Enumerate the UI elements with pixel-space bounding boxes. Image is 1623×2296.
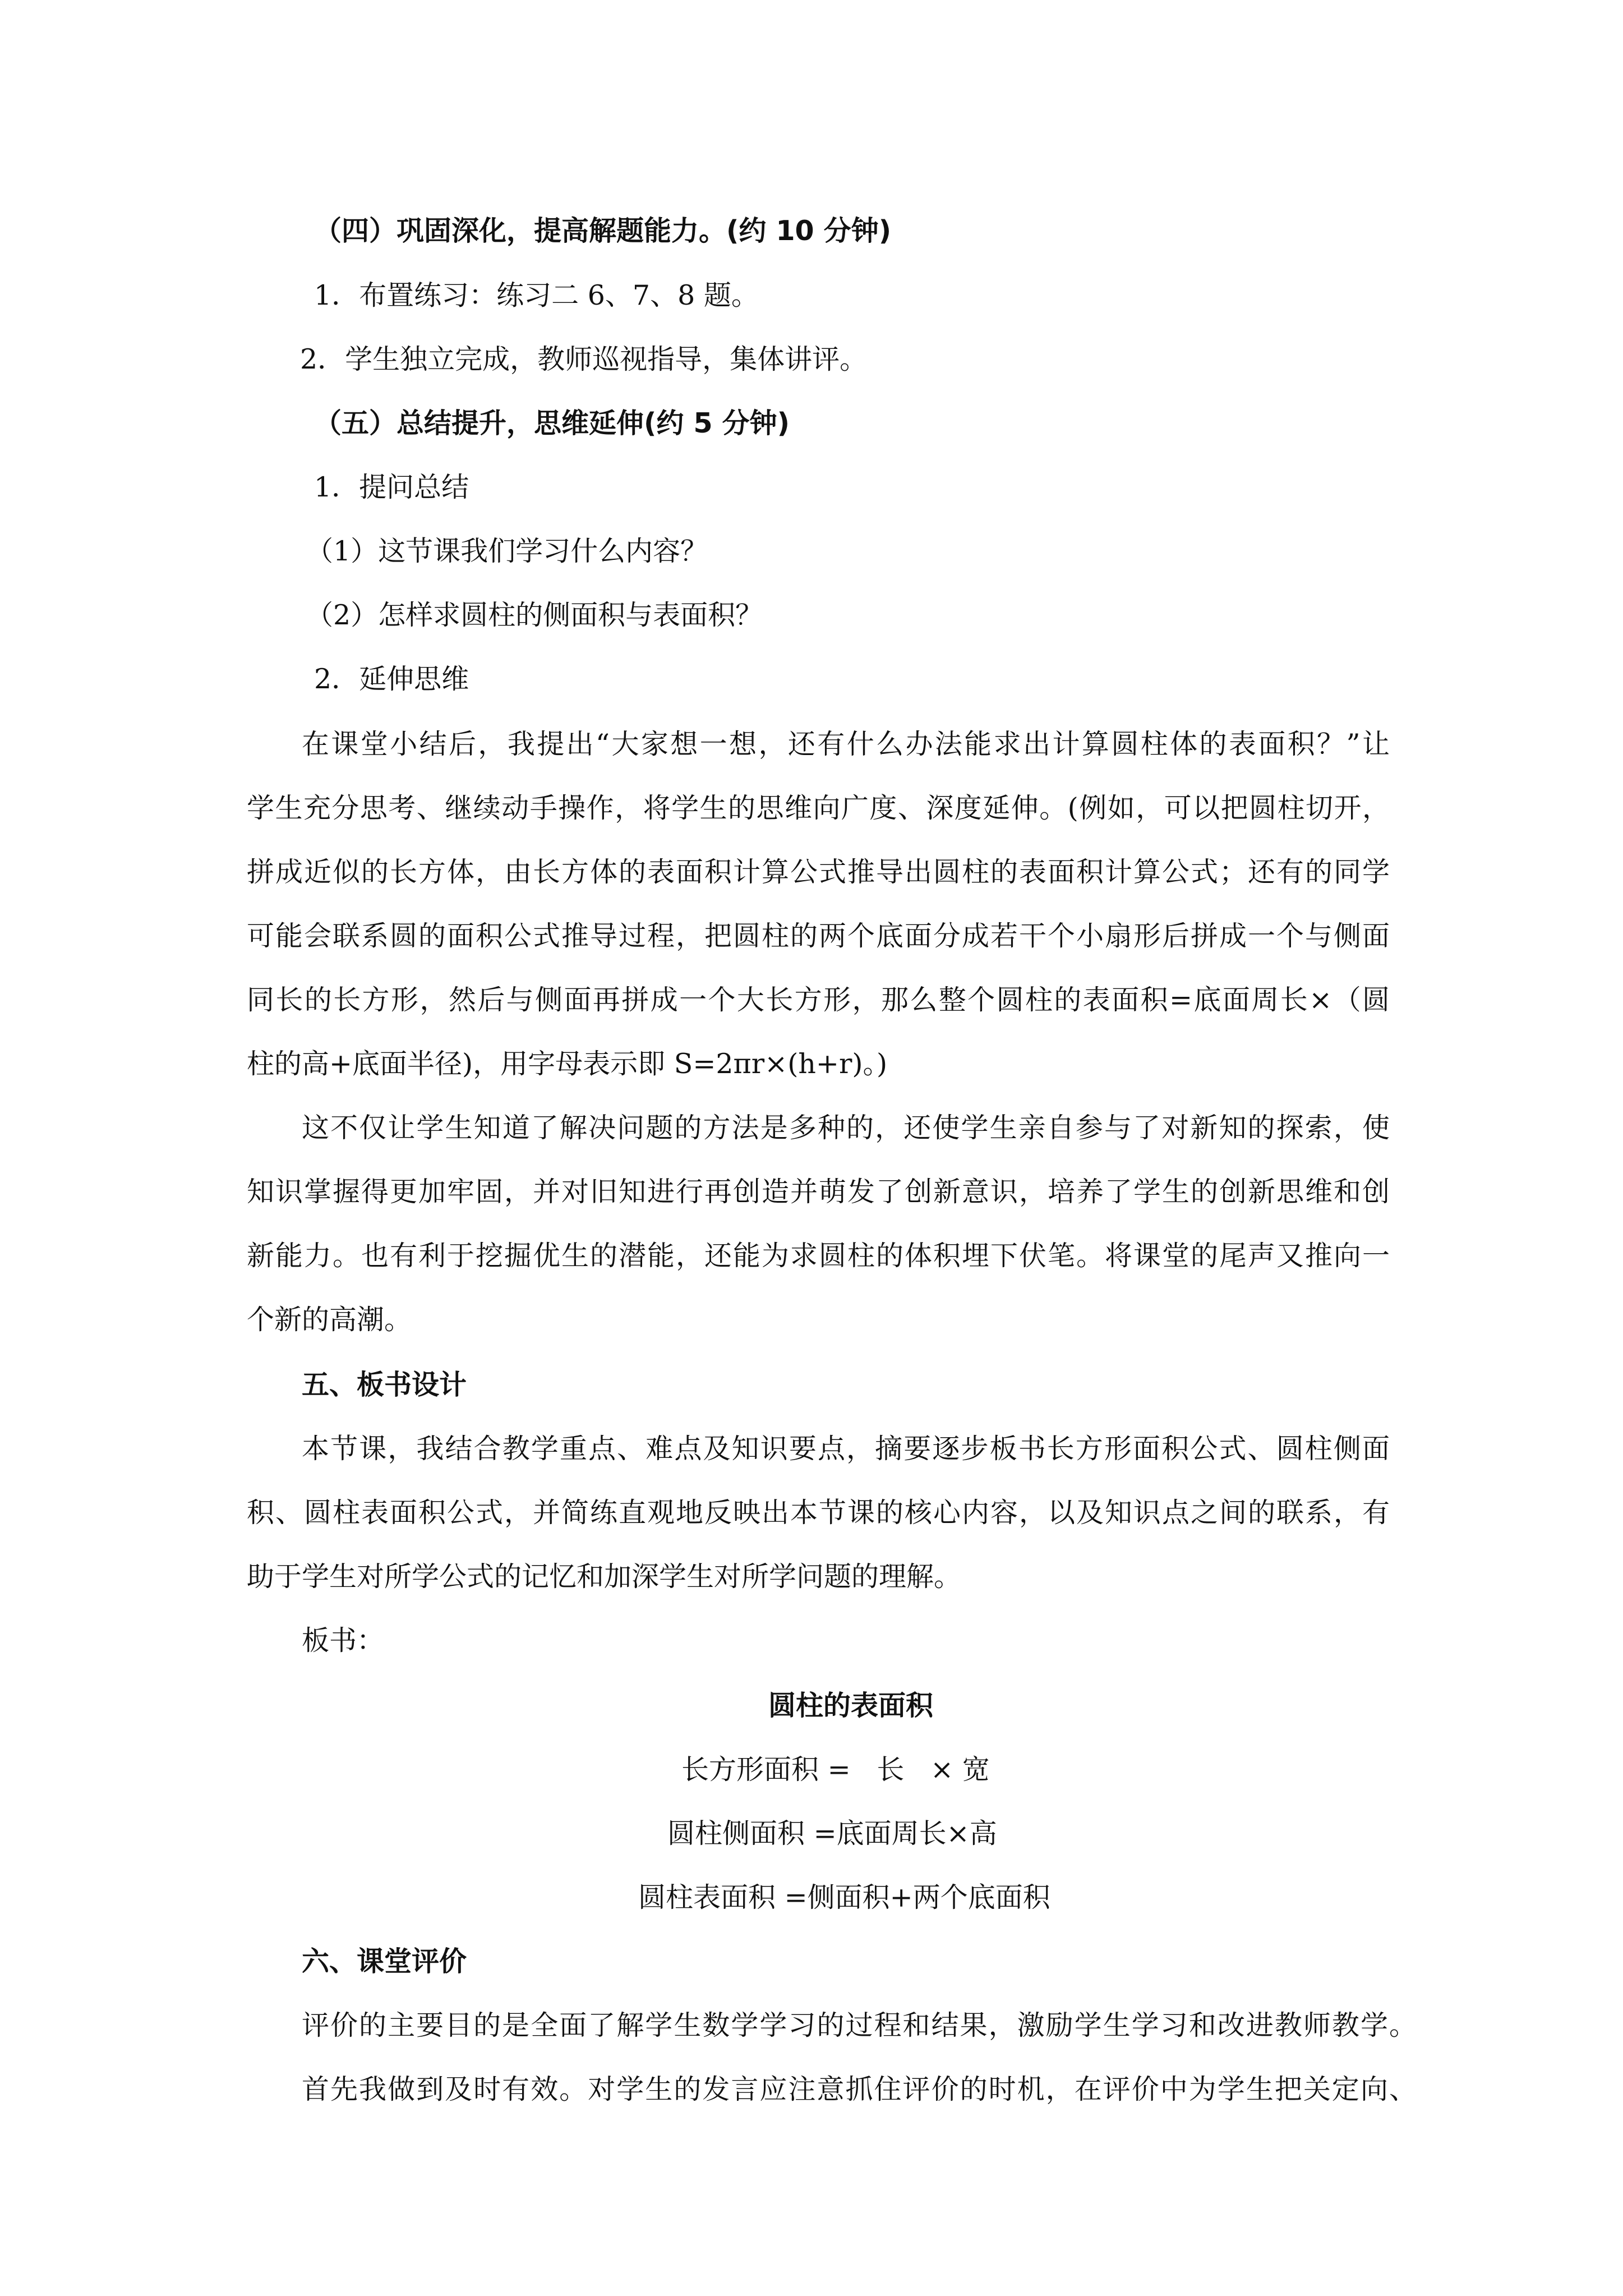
paragraph-line: 可能会联系圆的面积公式推导过程，把圆柱的两个底面分成若干个小扇形后拼成一个与侧面 <box>247 920 1390 952</box>
paragraph-line: 评价的主要目的是全面了解学生数学学习的过程和结果，激励学生学习和改进教师教学。 <box>302 2009 1417 2041</box>
paragraph-line: 个新的高潮。 <box>247 1304 412 1336</box>
paragraph-line: 助于学生对所学公式的记忆和加深学生对所学问题的理解。 <box>247 1561 962 1593</box>
paragraph-line: 拼成近似的长方体，由长方体的表面积计算公式推导出圆柱的表面积计算公式；还有的同学 <box>247 856 1390 888</box>
section-four-heading: （四）巩固深化，提高解题能力。(约 10 分钟) <box>314 215 892 247</box>
section-four-item-1: 1．布置练习：练习二 6、7、8 题。 <box>314 279 759 311</box>
paragraph-line: 同长的长方形，然后与侧面再拼成一个大长方形，那么整个圆柱的表面积=底面周长×（圆 <box>247 984 1390 1016</box>
board-formula-rectangle: 长方形面积 = 长 × 宽 <box>681 1754 990 1786</box>
board-formula-lateral: 圆柱侧面积 =底面周长×高 <box>667 1818 997 1849</box>
paragraph-line: 这不仅让学生知道了解决问题的方法是多种的，还使学生亲自参与了对新知的探索，使 <box>302 1112 1390 1144</box>
paragraph-line: 新能力。也有利于挖掘优生的潜能，还能为求圆柱的体积埋下伏笔。将课堂的尾声又推向一 <box>247 1240 1390 1272</box>
section-evaluation-heading: 六、课堂评价 <box>302 1945 467 1977</box>
paragraph-line: 积、圆柱表面积公式，并简练直观地反映出本节课的核心内容，以及知识点之间的联系，有 <box>247 1497 1390 1529</box>
section-five-question-1: （1）这节课我们学习什么内容？ <box>306 535 708 567</box>
board-title: 圆柱的表面积 <box>768 1690 933 1722</box>
section-five-item-2: 2．延伸思维 <box>314 663 469 695</box>
board-formula-surface: 圆柱表面积 =侧面积+两个底面积 <box>638 1881 1050 1913</box>
section-five-heading: （五）总结提升，思维延伸(约 5 分钟) <box>314 407 790 439</box>
section-four-item-2: 2．学生独立完成，教师巡视指导，集体讲评。 <box>300 343 868 375</box>
paragraph-line: 知识掌握得更加牢固，并对旧知进行再创造并萌发了创新意识，培养了学生的创新思维和创 <box>247 1176 1390 1208</box>
paragraph-line: 在课堂小结后，我提出“大家想一想，还有什么办法能求出计算圆柱体的表面积？”让 <box>302 728 1390 760</box>
section-board-design-heading: 五、板书设计 <box>302 1369 467 1401</box>
paragraph-line: 学生充分思考、继续动手操作，将学生的思维向广度、深度延伸。(例如，可以把圆柱切开， <box>247 792 1390 824</box>
section-five-question-2: （2）怎样求圆柱的侧面积与表面积？ <box>306 599 763 631</box>
paragraph-line: 本节课，我结合教学重点、难点及知识要点，摘要逐步板书长方形面积公式、圆柱侧面 <box>302 1433 1390 1465</box>
board-label: 板书： <box>302 1625 385 1657</box>
paragraph-line: 首先我做到及时有效。对学生的发言应注意抓住评价的时机，在评价中为学生把关定向、 <box>302 2073 1417 2105</box>
section-five-item-1: 1．提问总结 <box>314 471 469 503</box>
paragraph-line: 柱的高+底面半径)，用字母表示即 S=2πr×(h+r)。) <box>247 1048 888 1080</box>
